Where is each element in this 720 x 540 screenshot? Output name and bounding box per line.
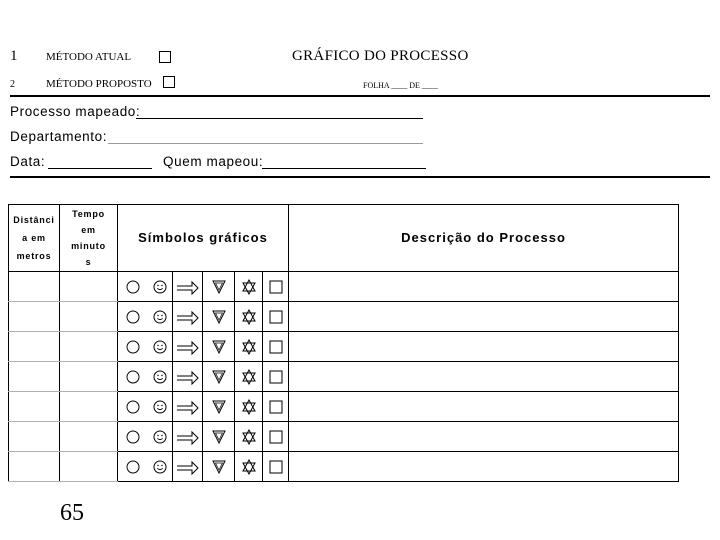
header-tempo-line: Tempo	[72, 209, 105, 219]
distancia-cell[interactable]	[9, 332, 60, 362]
metodo-proposto-label: MÉTODO PROPOSTO	[46, 78, 152, 90]
circle-icon[interactable]	[118, 332, 147, 361]
simbolos-cell	[118, 302, 289, 332]
tempo-cell[interactable]	[60, 452, 118, 482]
arrow-icon[interactable]	[172, 452, 202, 481]
page-title: GRÁFICO DO PROCESSO	[292, 48, 469, 64]
distancia-cell[interactable]	[9, 272, 60, 302]
square-icon[interactable]	[262, 362, 288, 391]
metodo-atual-label: MÉTODO ATUAL	[46, 51, 132, 63]
star-icon[interactable]	[234, 452, 262, 481]
table-row	[9, 452, 679, 482]
table-row	[9, 392, 679, 422]
square-icon[interactable]	[262, 332, 288, 361]
arrow-icon[interactable]	[172, 302, 202, 331]
data-label: Data:	[10, 154, 46, 169]
square-icon[interactable]	[262, 272, 288, 301]
header-simbolos-label: Símbolos gráficos	[138, 230, 268, 245]
descricao-cell[interactable]	[289, 422, 679, 452]
smiley-icon[interactable]	[147, 302, 172, 331]
table-row	[9, 422, 679, 452]
tempo-cell[interactable]	[60, 362, 118, 392]
triangle-icon[interactable]	[202, 422, 234, 451]
simbolos-cell	[118, 392, 289, 422]
table-row	[9, 332, 679, 362]
header-descricao	[289, 205, 679, 272]
tempo-cell[interactable]	[60, 302, 118, 332]
table-row	[9, 302, 679, 332]
symbol-group	[118, 272, 288, 301]
triangle-icon[interactable]	[202, 362, 234, 391]
metodo-proposto-checkbox[interactable]	[163, 76, 175, 88]
star-icon[interactable]	[234, 362, 262, 391]
distancia-cell[interactable]	[9, 422, 60, 452]
circle-icon[interactable]	[118, 272, 147, 301]
triangle-icon[interactable]	[202, 302, 234, 331]
page-number: 65	[60, 500, 84, 526]
triangle-icon[interactable]	[202, 332, 234, 361]
simbolos-cell	[118, 422, 289, 452]
circle-icon[interactable]	[118, 422, 147, 451]
descricao-cell[interactable]	[289, 392, 679, 422]
circle-icon[interactable]	[118, 362, 147, 391]
triangle-icon[interactable]	[202, 272, 234, 301]
smiley-icon[interactable]	[147, 272, 172, 301]
smiley-icon[interactable]	[147, 452, 172, 481]
processo-mapeado-line[interactable]	[136, 118, 423, 119]
symbol-group	[118, 362, 288, 391]
star-icon[interactable]	[234, 392, 262, 421]
table-header-row	[9, 205, 679, 272]
symbol-group	[118, 392, 288, 421]
symbol-group	[118, 332, 288, 361]
header-tempo	[60, 205, 118, 272]
process-table	[8, 204, 679, 482]
distancia-cell[interactable]	[9, 362, 60, 392]
header-divider	[10, 95, 710, 97]
departamento-line[interactable]	[108, 143, 423, 144]
arrow-icon[interactable]	[172, 392, 202, 421]
triangle-icon[interactable]	[202, 392, 234, 421]
star-icon[interactable]	[234, 302, 262, 331]
descricao-cell[interactable]	[289, 362, 679, 392]
distancia-cell[interactable]	[9, 392, 60, 422]
arrow-icon[interactable]	[172, 422, 202, 451]
smiley-icon[interactable]	[147, 362, 172, 391]
smiley-icon[interactable]	[147, 332, 172, 361]
smiley-icon[interactable]	[147, 422, 172, 451]
star-icon[interactable]	[234, 422, 262, 451]
header-tempo-line: minuto	[71, 241, 106, 251]
header-distancia-line: Distânci	[13, 215, 55, 225]
folha-label: FOLHA ____ DE ____	[363, 81, 438, 90]
header-distancia-line: a em	[22, 233, 46, 243]
simbolos-cell	[118, 362, 289, 392]
square-icon[interactable]	[262, 302, 288, 331]
header-simbolos	[118, 205, 289, 272]
header-tempo-line: s	[85, 257, 92, 267]
departamento-label: Departamento:	[10, 129, 108, 144]
tempo-cell[interactable]	[60, 422, 118, 452]
simbolos-cell	[118, 332, 289, 362]
arrow-icon[interactable]	[172, 362, 202, 391]
descricao-cell[interactable]	[289, 332, 679, 362]
symbol-group	[118, 422, 288, 451]
square-icon[interactable]	[262, 452, 288, 481]
star-icon[interactable]	[234, 332, 262, 361]
arrow-icon[interactable]	[172, 332, 202, 361]
quem-mapeou-line[interactable]	[262, 168, 426, 169]
item-number-2: 2	[10, 79, 15, 90]
distancia-cell[interactable]	[9, 302, 60, 332]
header-descricao-label: Descrição do Processo	[401, 230, 566, 245]
tempo-cell[interactable]	[60, 332, 118, 362]
metodo-atual-checkbox[interactable]	[159, 51, 171, 63]
data-line[interactable]	[48, 168, 152, 169]
star-icon[interactable]	[234, 272, 262, 301]
smiley-icon[interactable]	[147, 392, 172, 421]
circle-icon[interactable]	[118, 392, 147, 421]
symbol-group	[118, 302, 288, 331]
header-distancia	[9, 205, 60, 272]
descricao-cell[interactable]	[289, 272, 679, 302]
arrow-icon[interactable]	[172, 272, 202, 301]
quem-mapeou-label: Quem mapeou:	[163, 154, 264, 169]
square-icon[interactable]	[262, 392, 288, 421]
tempo-cell[interactable]	[60, 272, 118, 302]
simbolos-cell	[118, 272, 289, 302]
circle-icon[interactable]	[118, 302, 147, 331]
distancia-cell[interactable]	[9, 452, 60, 482]
square-icon[interactable]	[262, 422, 288, 451]
item-number-1: 1	[10, 48, 18, 64]
header-tempo-line: em	[81, 225, 96, 235]
symbol-group	[118, 452, 288, 481]
processo-mapeado-label: Processo mapeado:	[10, 104, 141, 119]
triangle-icon[interactable]	[202, 452, 234, 481]
table-row	[9, 272, 679, 302]
descricao-cell[interactable]	[289, 302, 679, 332]
circle-icon[interactable]	[118, 452, 147, 481]
simbolos-cell	[118, 452, 289, 482]
header-distancia-line: metros	[16, 251, 52, 261]
descricao-cell[interactable]	[289, 452, 679, 482]
fields-divider	[10, 176, 710, 178]
tempo-cell[interactable]	[60, 392, 118, 422]
table-row	[9, 362, 679, 392]
